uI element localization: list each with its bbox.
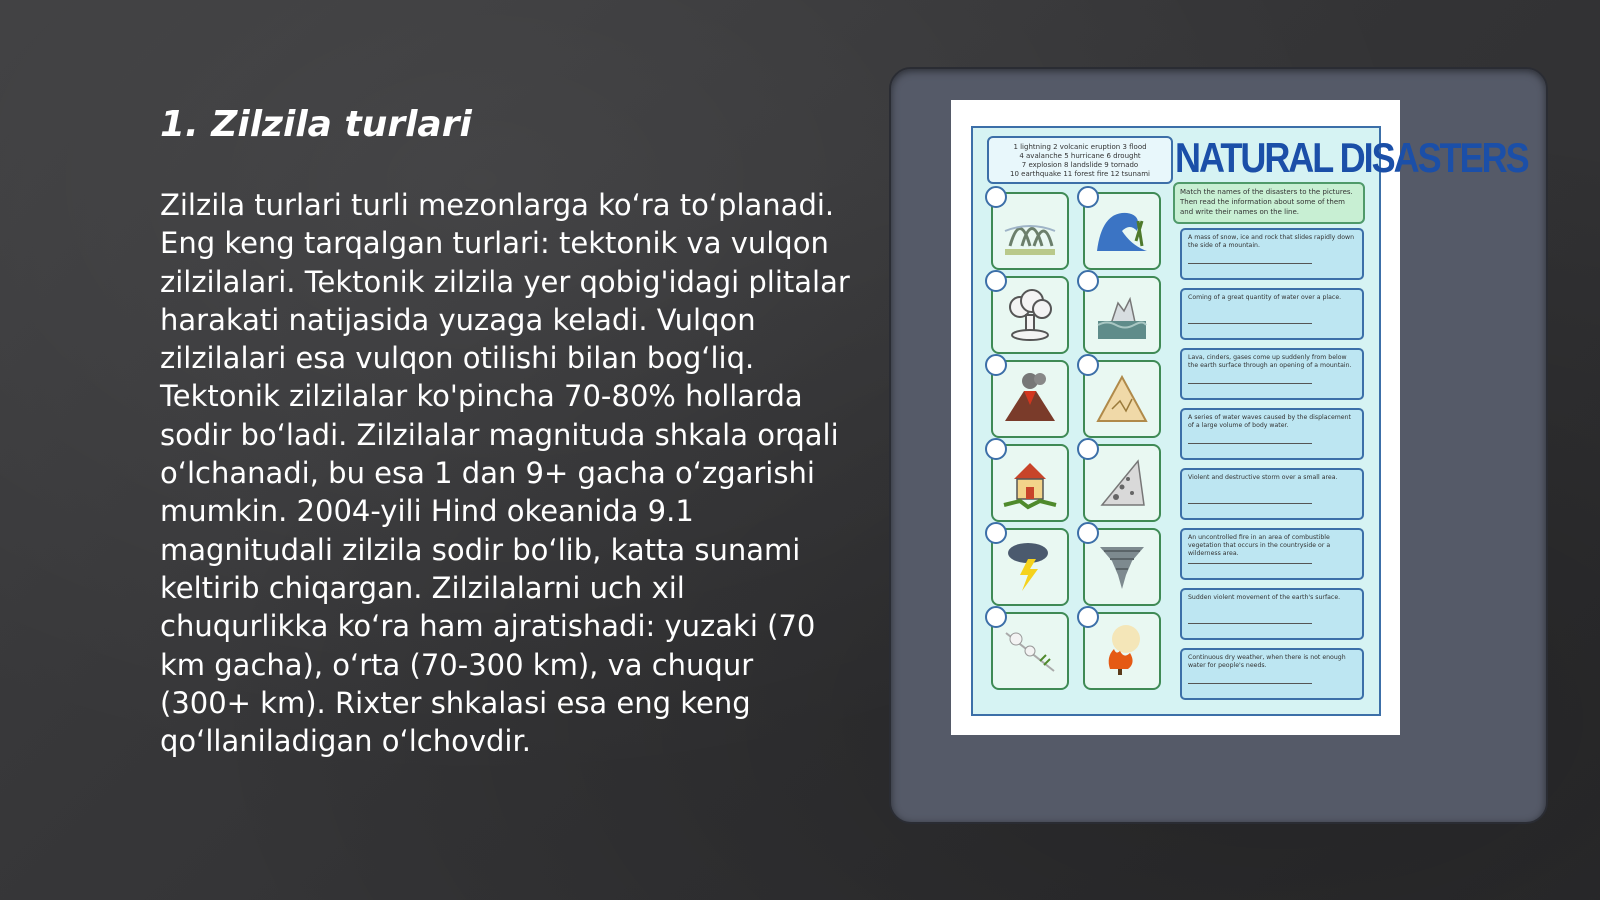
flood-icon	[1092, 285, 1152, 345]
definition-box	[1180, 348, 1364, 400]
worksheet-image	[951, 100, 1528, 735]
worksheet-border	[971, 126, 1528, 716]
answer-line[interactable]	[1188, 443, 1312, 444]
definition-box	[1180, 288, 1364, 340]
drought-icon	[1092, 369, 1152, 429]
answer-circle[interactable]	[1077, 270, 1099, 292]
definition-text: Continuous dry weather, when there is not enough water for people's needs.	[1188, 654, 1346, 669]
picture-cell-hurricane	[991, 192, 1069, 270]
worksheet-instructions: Match the names of the disasters to the pictures. Then read the information about some of them and write their names on the line.	[1173, 182, 1365, 224]
hurricane-icon	[1000, 201, 1060, 261]
answer-circle[interactable]	[985, 354, 1007, 376]
picture-cell-explosion	[991, 276, 1069, 354]
answer-circle[interactable]	[1077, 522, 1099, 544]
definition-text: Coming of a great quantity of water over a place.	[1188, 294, 1342, 301]
answer-circle[interactable]	[985, 522, 1007, 544]
tornado-icon	[1092, 537, 1152, 597]
answer-circle[interactable]	[1077, 186, 1099, 208]
definition-box	[1180, 408, 1364, 460]
picture-cell-drought	[1083, 360, 1161, 438]
answer-line[interactable]	[1188, 563, 1312, 564]
answer-line[interactable]	[1188, 323, 1312, 324]
picture-cell-flood	[1083, 276, 1161, 354]
earthquake-icon	[1000, 453, 1060, 513]
explosion-icon	[1000, 285, 1060, 345]
picture-cell-tornado	[1083, 528, 1161, 606]
definition-box	[1180, 228, 1364, 280]
definition-box	[1180, 588, 1364, 640]
picture-cell-landslide	[1083, 444, 1161, 522]
definition-text: An uncontrolled fire in an area of combustible vegetation that occurs in the countryside or a wilderness area.	[1188, 534, 1331, 557]
picture-cell-avalanche	[991, 612, 1069, 690]
picture-cell-lightning	[991, 528, 1069, 606]
answer-circle[interactable]	[985, 270, 1007, 292]
definition-text: Lava, cinders, gases come up suddenly from below the earth surface through an opening of a mountain.	[1188, 354, 1352, 369]
answer-line[interactable]	[1188, 683, 1312, 684]
answer-circle[interactable]	[1077, 354, 1099, 376]
word-bank-line: 10 earthquake 11 forest fire 12 tsunami	[1010, 170, 1150, 178]
tsunami-icon	[1092, 201, 1152, 261]
answer-line[interactable]	[1188, 623, 1312, 624]
picture-cell-tsunami	[1083, 192, 1161, 270]
worksheet-title: NATURAL DISASTERS	[1175, 134, 1528, 182]
word-bank-line: 1 lightning 2 volcanic eruption 3 flood	[1013, 143, 1147, 151]
picture-cell-earthquake	[991, 444, 1069, 522]
word-bank-line: 7 explosion 8 landslide 9 tornado	[1021, 161, 1139, 169]
volcanic-eruption-icon	[1000, 369, 1060, 429]
lightning-icon	[1000, 537, 1060, 597]
slide-title: 1. Zilzila turlari	[160, 104, 472, 145]
answer-circle[interactable]	[985, 438, 1007, 460]
definition-text: Sudden violent movement of the earth's surface.	[1188, 594, 1341, 601]
picture-cell-volcano	[991, 360, 1069, 438]
definition-text: A mass of snow, ice and rock that slides rapidly down the side of a mountain.	[1188, 234, 1355, 249]
answer-line[interactable]	[1188, 503, 1312, 504]
definition-box	[1180, 648, 1364, 700]
answer-circle[interactable]	[1077, 438, 1099, 460]
definition-text: A series of water waves caused by the displacement of a large volume of body water.	[1188, 414, 1351, 429]
landslide-icon	[1092, 453, 1152, 513]
slide-body-text: Zilzila turlari turli mezonlarga ko‘ra to‘planadi. Eng keng tarqalgan turlari: tektonik va vulqon zilzilalari. Tektonik zilzila yer qobig'idagi plitalar harakati natijasida yuzaga keladi. Vulqon zilzilalari esa vulqon otilishi bilan bog‘liq. Tektonik zilzilalar ko'pincha 70-80% hollarda sodir bo‘ladi. Zilzilalar magnituda shkala orqali o‘lchanadi, bu esa 1 dan 9+ gacha o‘zgarishi mumkin. 2004-yili Hind okeanida 9.1 magnitudali zilzila sodir bo‘lib, katta sunami keltirib chiqargan. Zilzilalarni uch xil chuqurlikka ko‘ra ham ajratishadi: yuzaki (70 km gacha), o‘rta (70-300 km), va chuqur (300+ km). Rixter shkalasi esa eng keng qo‘llaniladigan o‘lchovdir.	[160, 188, 850, 759]
answer-circle[interactable]	[1077, 606, 1099, 628]
picture-cell-forest-fire	[1083, 612, 1161, 690]
answer-circle[interactable]	[985, 186, 1007, 208]
word-bank	[987, 136, 1173, 184]
forest-fire-icon	[1092, 621, 1152, 681]
answer-line[interactable]	[1188, 263, 1312, 264]
answer-line[interactable]	[1188, 383, 1312, 384]
definition-box	[1180, 528, 1364, 580]
word-bank-line: 4 avalanche 5 hurricane 6 drought	[1019, 152, 1141, 160]
avalanche-icon	[1000, 621, 1060, 681]
definition-text: Violent and destructive storm over a small area.	[1188, 474, 1338, 481]
definition-box	[1180, 468, 1364, 520]
answer-circle[interactable]	[985, 606, 1007, 628]
